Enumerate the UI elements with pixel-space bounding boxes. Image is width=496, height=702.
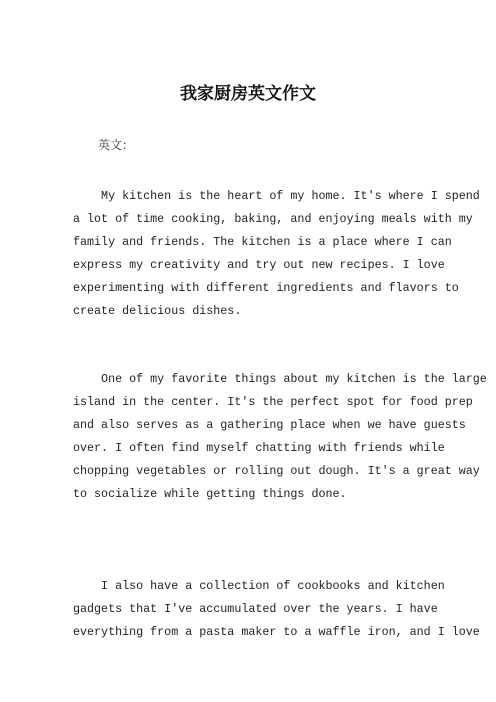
paragraph-line: I also have a collection of cookbooks and kitchen xyxy=(73,579,445,593)
paragraph-line: family and friends. The kitchen is a place where I can xyxy=(73,235,452,250)
paragraph-1 xyxy=(73,185,480,324)
paragraph-line: and also serves as a gathering place when we have guests xyxy=(73,418,466,433)
paragraph-line: island in the center. It's the perfect spot for food prep xyxy=(73,395,473,410)
paragraph-3 xyxy=(73,575,480,644)
paragraph-line: a lot of time cooking, baking, and enjoying meals with my xyxy=(73,212,473,227)
paragraph-line: over. I often find myself chatting with friends while xyxy=(73,441,445,456)
paragraph-line: experimenting with different ingredients and flavors to xyxy=(73,281,459,296)
paragraph-line: create delicious dishes. xyxy=(73,304,242,319)
section-label: 英文： xyxy=(98,138,135,152)
paragraph-line: to socialize while getting things done. xyxy=(73,487,347,502)
paragraph-line: One of my favorite things about my kitchen is the large xyxy=(73,372,487,386)
paragraph-line: gadgets that I've accumulated over the years. I have xyxy=(73,602,438,617)
document-title: 我家厨房英文作文 xyxy=(180,84,316,104)
paragraph-line: My kitchen is the heart of my home. It's where I spend xyxy=(73,189,480,203)
paragraph-line: chopping vegetables or rolling out dough. It's a great way xyxy=(73,464,480,479)
paragraph-line: express my creativity and try out new recipes. I love xyxy=(73,258,445,273)
paragraph-line: everything from a pasta maker to a waffle iron, and I love xyxy=(73,625,480,640)
paragraph-2 xyxy=(73,368,487,507)
